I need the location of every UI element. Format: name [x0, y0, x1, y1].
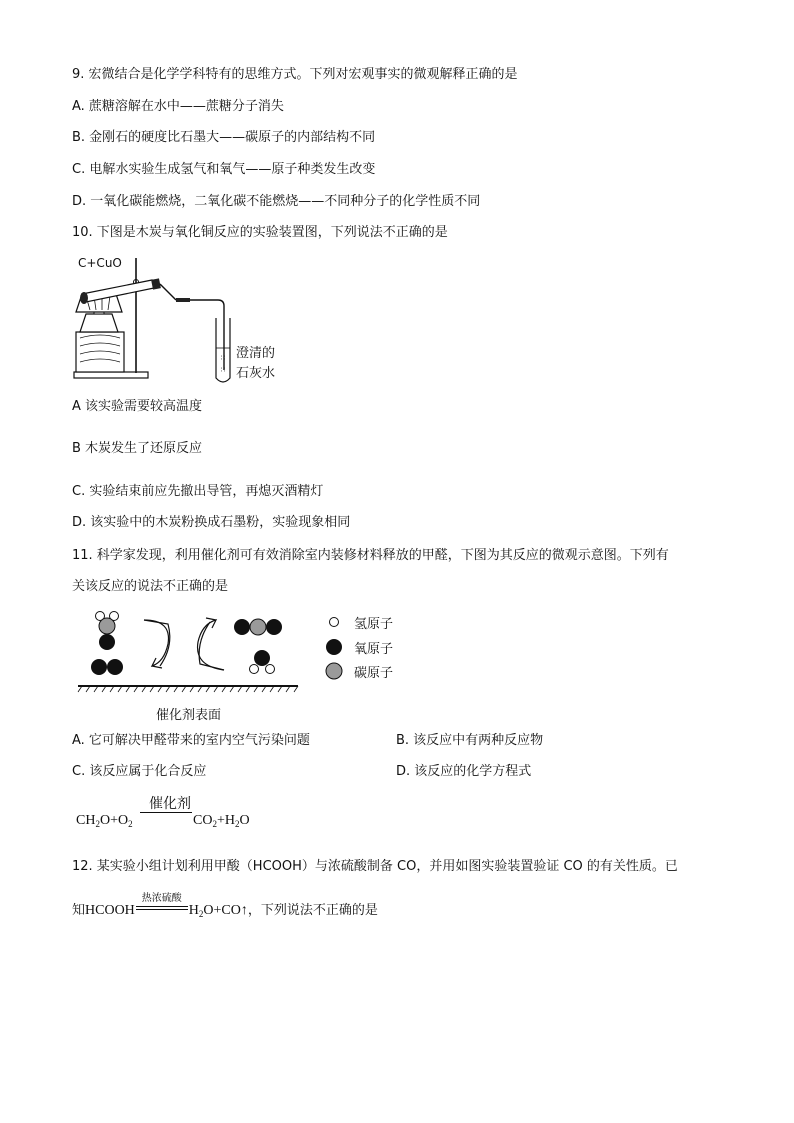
- limewater-label-line1: 澄清的: [236, 346, 276, 361]
- q12-condition-arrow: [135, 893, 189, 920]
- equation-products: $CO_2+H_2O$: [193, 813, 250, 829]
- q12-stem-line2: [72, 893, 378, 923]
- svg-text:∷: ∷: [220, 354, 226, 362]
- q9-option-b: B. 金刚石的硬度比石墨大——碳原子的内部结构不同: [72, 130, 376, 145]
- q11-stem-line1: 11. 科学家发现，利用催化剂可有效消除室内装修材料释放的甲醛，下图为其反应的微观示意图。下列有: [72, 548, 669, 563]
- q9-stem: 9. 宏微结合是化学学科特有的思维方式。下列对宏观事实的微观解释正确的是: [72, 67, 518, 82]
- q11-option-c: C. 该反应属于化合反应: [72, 764, 207, 779]
- svg-text:∷: ∷: [220, 366, 226, 374]
- q10-option-d: D. 该实验中的木炭粉换成石墨粉，实验现象相同: [72, 515, 351, 530]
- q10-option-c: C. 实验结束前应先撤出导管，再熄灭酒精灯: [72, 484, 324, 499]
- catalyst-reaction-micro-diagram: [72, 606, 412, 726]
- q12-reactant: HCOOH: [85, 903, 135, 918]
- q12-products: $H_2O+CO↑$: [188, 903, 248, 919]
- carbon-copper-oxide-apparatus-figure: [72, 252, 302, 392]
- q12-suffix: ，下列说法不正确的是: [247, 903, 378, 918]
- legend-carbon-atom: 碳原子: [354, 666, 394, 681]
- q9-option-c: C. 电解水实验生成氢气和氧气——原子种类发生改变: [72, 162, 376, 177]
- catalyst-condition: 催化剂: [149, 796, 191, 812]
- q9-option-a: A. 蔗糖溶解在水中——蔗糖分子消失: [72, 99, 284, 114]
- q10-option-a: A 该实验需要较高温度: [72, 399, 203, 414]
- q11-option-b: B. 该反应中有两种反应物: [396, 733, 544, 748]
- q12-stem-line1: 12. 某实验小组计划利用甲酸（HCOOH）与浓硫酸制备 CO，并用如图实验装置验证 CO 的有关性质。已: [72, 859, 678, 874]
- q10-option-b: B 木炭发生了还原反应: [72, 441, 203, 456]
- legend-hydrogen-atom: 氢原子: [354, 617, 394, 632]
- legend-oxygen-atom: 氧原子: [354, 642, 394, 657]
- q10-stem: 10. 下图是木炭与氧化铜反应的实验装置图，下列说法不正确的是: [72, 225, 448, 240]
- limewater-label-line2: 石灰水: [236, 366, 276, 381]
- q12-prefix: 知: [72, 903, 86, 918]
- reactant-label: C+CuO: [78, 256, 122, 270]
- equation-reactants: $CH_2O+O_2$: [76, 813, 133, 829]
- catalyst-surface-label: 催化剂表面: [156, 708, 222, 723]
- reaction-arrow-line: [140, 812, 192, 813]
- q11-stem-line2: 关该反应的说法不正确的是: [72, 579, 229, 594]
- q11-option-d: D. 该反应的化学方程式: [396, 764, 532, 779]
- q12-condition-text: 热浓硫酸: [141, 893, 182, 904]
- q11-option-a: A. 它可解决甲醛带来的室内空气污染问题: [72, 733, 310, 748]
- apparatus-drawing: [72, 252, 302, 392]
- q9-option-d: D. 一氧化碳能燃烧，二氧化碳不能燃烧——不同种分子的化学性质不同: [72, 194, 481, 209]
